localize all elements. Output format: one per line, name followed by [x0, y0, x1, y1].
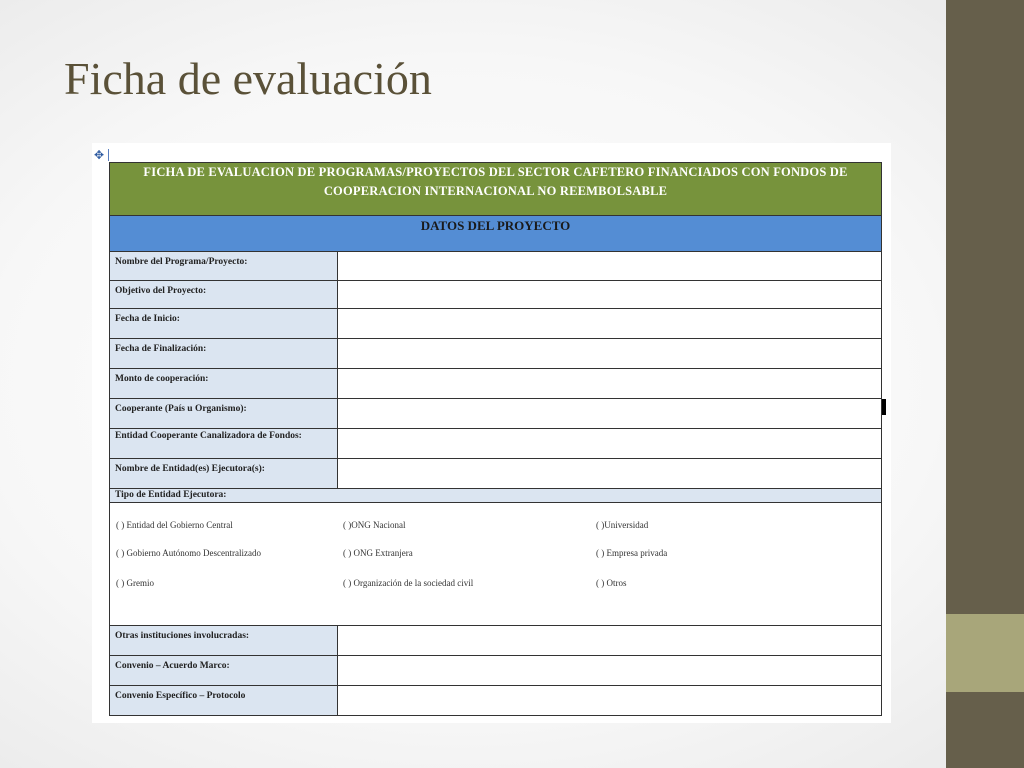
section-title-datos-proyecto: DATOS DEL PROYECTO	[109, 216, 882, 252]
field-value-acuerdo-marco[interactable]	[338, 656, 881, 685]
form-header-title: FICHA DE EVALUACION DE PROGRAMAS/PROYECTOS DEL SECTOR CAFETERO FINANCIADOS CON FONDOS DE COOPERACION INTERNACIONAL NO REEMBOLSABLE	[109, 162, 882, 216]
field-value-cooperante[interactable]	[338, 399, 881, 428]
field-value-objetivo[interactable]	[338, 281, 881, 308]
tipo-entidad-label: Tipo de Entidad Ejecutora:	[109, 489, 882, 503]
field-value-fecha-inicio[interactable]	[338, 309, 881, 338]
option-universidad[interactable]: ( )Universidad	[596, 520, 649, 530]
form-row-fecha-finalizacion	[109, 339, 882, 369]
option-gobierno-autonomo[interactable]: ( ) Gobierno Autónomo Descentralizado	[116, 548, 261, 558]
field-value-fecha-finalizacion[interactable]	[338, 339, 881, 368]
form-row-otras-instituciones	[109, 626, 882, 656]
field-value-convenio-especifico[interactable]	[338, 686, 881, 715]
evaluation-form-image	[92, 143, 891, 723]
field-label: Fecha de Finalización:	[110, 339, 338, 368]
cursor-marker	[108, 149, 109, 161]
field-label: Entidad Cooperante Canalizadora de Fondos:	[110, 429, 338, 458]
form-row-objetivo	[109, 281, 882, 309]
field-value-otras-instituciones[interactable]	[338, 626, 881, 655]
field-value-entidad-ejecutora[interactable]	[338, 459, 881, 488]
field-label: Otras instituciones involucradas:	[110, 626, 338, 655]
sidebar-accent-light	[946, 614, 1024, 692]
field-label: Nombre del Programa/Proyecto:	[110, 252, 338, 280]
edge-marker	[882, 399, 886, 415]
option-organizacion-sociedad-civil[interactable]: ( ) Organización de la sociedad civil	[343, 578, 474, 588]
form-row-entidad-ejecutora	[109, 459, 882, 489]
field-label: Nombre de Entidad(es) Ejecutora(s):	[110, 459, 338, 488]
form-row-cooperante	[109, 399, 882, 429]
field-label: Fecha de Inicio:	[110, 309, 338, 338]
option-otros[interactable]: ( ) Otros	[596, 578, 627, 588]
form-row-entidad-canalizadora	[109, 429, 882, 459]
form-row-nombre-programa	[109, 252, 882, 281]
field-label: Monto de cooperación:	[110, 369, 338, 398]
option-ong-nacional[interactable]: ( )ONG Nacional	[343, 520, 406, 530]
option-gremio[interactable]: ( ) Gremio	[116, 578, 154, 588]
field-label: Cooperante (País u Organismo):	[110, 399, 338, 428]
field-label: Convenio – Acuerdo Marco:	[110, 656, 338, 685]
slide-title: Ficha de evaluación	[64, 53, 432, 104]
table-move-handle-icon[interactable]: ✥	[93, 148, 105, 162]
form-row-acuerdo-marco	[109, 656, 882, 686]
option-empresa-privada[interactable]: ( ) Empresa privada	[596, 548, 668, 558]
field-value-entidad-canalizadora[interactable]	[338, 429, 881, 458]
field-value-monto-cooperacion[interactable]	[338, 369, 881, 398]
form-row-monto-cooperacion	[109, 369, 882, 399]
field-value-nombre-programa[interactable]	[338, 252, 881, 280]
field-label: Convenio Específico – Protocolo	[110, 686, 338, 715]
form-row-fecha-inicio	[109, 309, 882, 339]
option-ong-extranjera[interactable]: ( ) ONG Extranjera	[343, 548, 413, 558]
form-row-convenio-especifico	[109, 686, 882, 716]
option-entidad-gobierno-central[interactable]: ( ) Entidad del Gobierno Central	[116, 520, 233, 530]
field-label: Objetivo del Proyecto:	[110, 281, 338, 308]
tipo-entidad-options	[109, 503, 882, 626]
